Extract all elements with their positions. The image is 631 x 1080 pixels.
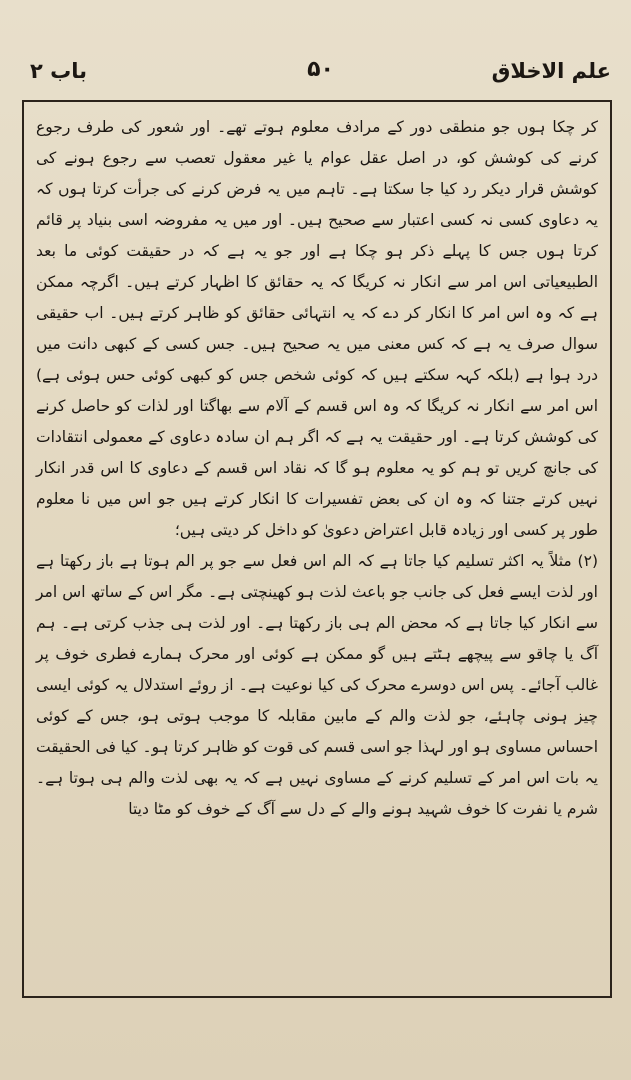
page-number: ۵۰	[307, 57, 334, 82]
chapter-label: باب ۲	[30, 59, 88, 83]
body-text	[36, 112, 598, 825]
book-title: علم الاخلاق	[491, 59, 611, 83]
text-frame	[22, 100, 612, 998]
page-header	[30, 55, 611, 95]
paragraph-1: کر چکا ہوں جو منطقی دور کے مرادف معلوم ہوتے تھے۔ اور شعور کی طرف رجوع کرنے کی کوشش کو، در اصل عقل عوام یا غیر معقول تعصب سے رجوع ہونے کی کوشش قرار دیکر رد کیا جا سکتا ہے۔ تاہم میں یہ فرض کرنے کی جرأت کرتا ہوں کہ یہ دعاوی کسی نہ کسی اعتبار سے صحیح ہیں۔ اور میں یہ مفروضہ اسی بنیاد پر قائم کرتا ہوں جس کا پہلے ذکر ہو چکا ہے اور جو یہ ہے کہ در حقیقت کوئی ما بعد الطبیعیاتی اس امر سے انکار نہ کریگا کہ یہ حقائق کا اظہار کرتے ہیں۔ اگرچہ ممکن ہے کہ وہ اس امر کا انکار کر دے کہ یہ انتہائی حقائق کو ظاہر کرتے ہیں۔ اب حقیقی سوال صرف یہ ہے کہ کس معنی میں یہ صحیح ہیں۔ جس کسی کے کبھی دانت میں درد ہوا ہے (بلکہ کہہ سکتے ہیں کہ کوئی شخص جس کو کبھی کوئی حس ہوئی ہے) اس امر سے انکار نہ کریگا کہ وہ اس قسم کے آلام سے بھاگتا اور لذات کو حاصل کرنے کی کوشش کرتا ہے۔ اور حقیقت یہ ہے کہ اگر ہم ان سادہ دعاوی کے معمولی انتقادات کی جانچ کریں تو ہم کو یہ معلوم ہو گا کہ نقاد اس قسم کے دعاوی کا اس قدر انکار نہیں کرتے جتنا کہ وہ ان کی بعض تفسیرات کا انکار کرتے ہیں جو اس میں نا معلوم طور پر کسی اور زیادہ قابل اعتراض دعویٰ کو داخل کر دیتی ہیں؛	[36, 118, 598, 539]
paragraph-2: (۲) مثلاً یہ اکثر تسلیم کیا جاتا ہے کہ الم اس فعل سے جو پر الم ہوتا ہے باز رکھتا ہے اور لذت ایسے فعل کی جانب جو باعث لذت ہو کھینچتی ہے۔ مگر اس کے ساتھ اس امر سے انکار کیا جاتا ہے کہ محض الم ہی باز رکھتا ہے۔ اور لذت ہی جذب کرتی ہے۔ ہم آگ یا چاقو سے پیچھے ہٹتے ہیں گو ممکن ہے کوئی اور محرک ہمارے فطری خوف پر غالب آجائے۔ پس اس دوسرے محرک کی کیا نوعیت ہے۔ از روئے استدلال یہ کوئی ایسی چیز ہونی چاہئے، جو لذت والم کے مابین مقابلہ کا موجب ہوتی ہو، جس کے کوئی احساس مساوی ہو اور لہذا جو اسی قسم کی قوت کو ظاہر کرتا ہو۔ کیا فی الحقیقت یہ بات اس امر کے تسلیم کرنے کے مساوی نہیں ہے کہ یہ بھی لذت والم ہی ہوتا ہے۔ شرم یا نفرت کا خوف شہید ہونے والے کے دل سے آگ کے خوف کو مٹا دیتا	[36, 552, 598, 818]
